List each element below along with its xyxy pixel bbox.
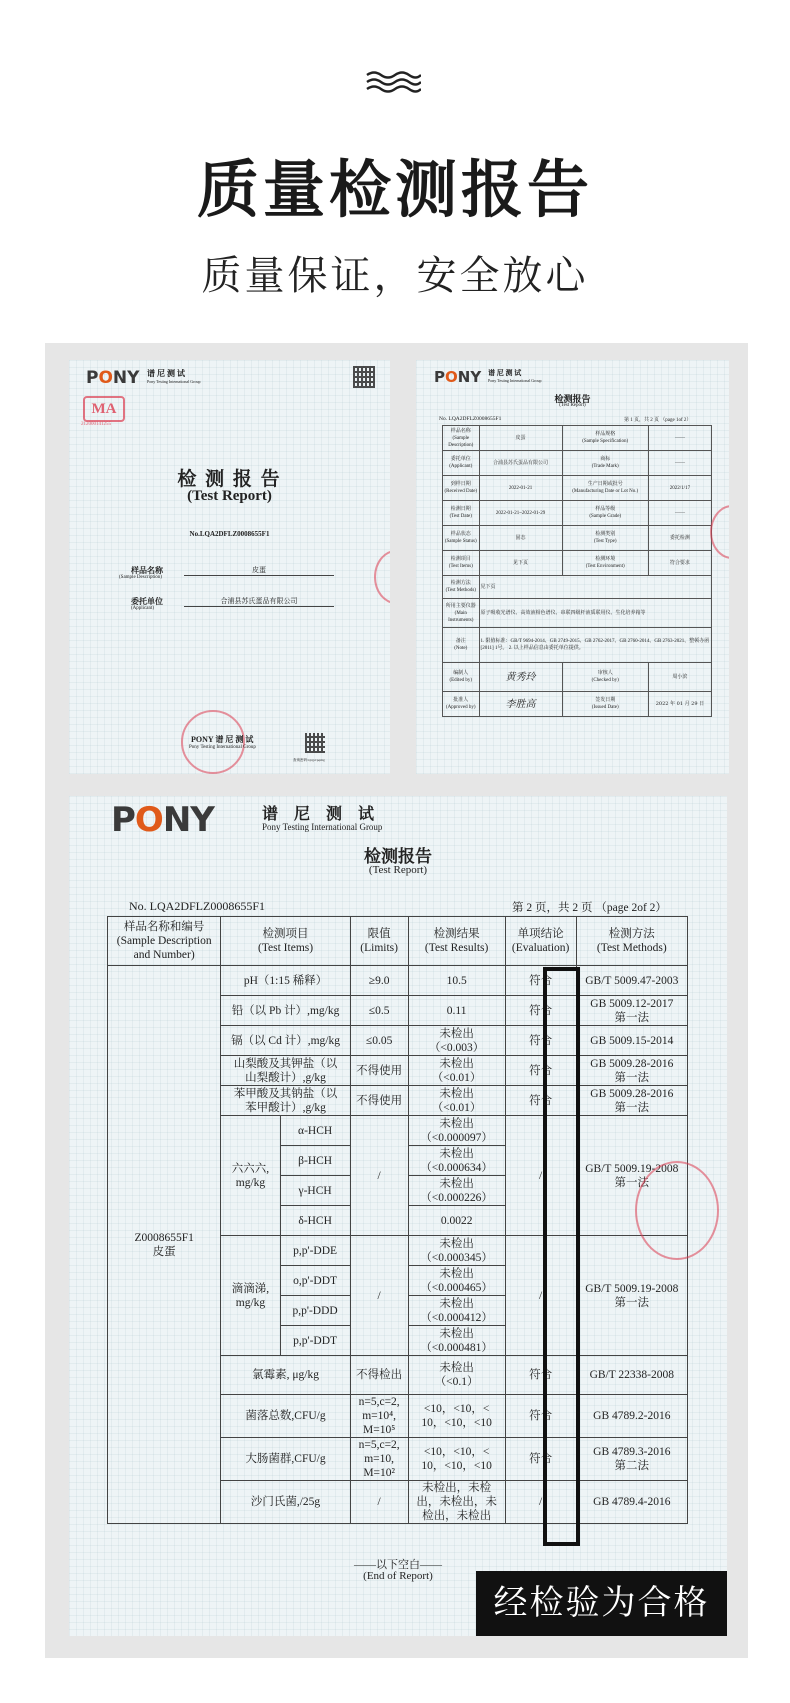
result-cell: <10，<10，< 10，<10，<10	[408, 1438, 505, 1481]
test-item: 大肠菌群,CFU/g	[221, 1438, 350, 1481]
result-cell: 未检出 （<0.000345）	[408, 1236, 505, 1266]
test-item: p,p'-DDT	[280, 1326, 350, 1356]
method-cell: GB/T 5009.19-2008 第一法	[576, 1116, 687, 1236]
result-cell: <10，<10，< 10，<10，<10	[408, 1395, 505, 1438]
limit-cell: ≤0.05	[350, 1026, 408, 1056]
signature: 黄秀玲	[479, 663, 562, 692]
result-cell: 未检出 （<0.01）	[408, 1086, 505, 1116]
qr-caption: 查询密码:xjcgcrpqmg	[293, 758, 325, 762]
test-item: 氯霉素, μg/kg	[221, 1356, 350, 1395]
result-cell: 未检出，未检 出，未检出，未 检出，未检出	[408, 1481, 505, 1524]
test-item: 山梨酸及其钾盐（以 山梨酸计）,g/kg	[221, 1056, 350, 1086]
applicant-value: 合浦县苏氏蛋品有限公司	[184, 596, 334, 607]
column-header: 检测方法 (Test Methods)	[576, 917, 687, 966]
method-cell: GB/T 22338-2008	[576, 1356, 687, 1395]
evaluation-cell: 符合	[505, 1026, 576, 1056]
test-item: pH（1:15 稀释）	[221, 966, 350, 996]
page2-title-en: (Test Report)	[368, 864, 428, 876]
pony-logo: PONY	[111, 800, 214, 840]
limit-cell: 不得使用	[350, 1086, 408, 1116]
result-cell: 未检出 （<0.003）	[408, 1026, 505, 1056]
brand-en: Pony Testing International Group	[488, 378, 542, 383]
table-cell: 1. 限值标准：GB/T 9694-2014、GB 2749-2015、GB 2762-2017、GB 2760-2014、GB 2763-2021、整顿办函 [2011] 1号。 2. 以上样品信息由委托单位提供。	[479, 628, 711, 663]
brand-en: Pony Testing International Group	[262, 822, 383, 832]
page2-title: 检测报告	[364, 847, 432, 866]
page-title: 质量检测报告	[196, 153, 593, 226]
method-cell: GB 5009.12-2017 第一法	[576, 996, 687, 1026]
table-cell: 生产日期或批号 (Manufacturing Date or Lot No.)	[562, 476, 648, 501]
evaluation-cell: 符合	[505, 1356, 576, 1395]
method-cell: GB 5009.28-2016 第一法	[576, 1086, 687, 1116]
table-cell: 样品名称 (Sample Description)	[443, 426, 480, 451]
test-item: o,p'-DDT	[280, 1266, 350, 1296]
table-cell: ——	[648, 501, 711, 526]
limit-cell: ≤0.5	[350, 996, 408, 1026]
test-item: 铅（以 Pb 计）,mg/kg	[221, 996, 350, 1026]
table-cell: 合浦县苏氏蛋品有限公司	[479, 451, 562, 476]
table-cell: 2022/1/17	[648, 476, 711, 501]
limit-cell: /	[350, 1481, 408, 1524]
report-page-2	[69, 796, 727, 1636]
test-item: 菌落总数,CFU/g	[221, 1395, 350, 1438]
result-cell: 未检出 （<0.000097）	[408, 1116, 505, 1146]
table-cell: 签发日期 (Issued Date)	[562, 692, 648, 717]
table-cell: ——	[648, 426, 711, 451]
brand-cn: 谱 尼 测 试	[262, 806, 381, 823]
table-cell: 检测项目 (Test Items)	[443, 551, 480, 576]
table-header-row	[108, 917, 688, 966]
sample-label-en: (Sample Description)	[119, 575, 162, 580]
table-row	[443, 451, 712, 476]
table-cell: 皮蛋	[479, 426, 562, 451]
sample-label: 样品名称	[131, 566, 163, 575]
table-cell: ——	[648, 451, 711, 476]
method-cell: GB 5009.28-2016 第一法	[576, 1056, 687, 1086]
evaluation-cell: /	[505, 1481, 576, 1524]
table-cell: 检测日期 (Test Date)	[443, 501, 480, 526]
column-header: 检测结果 (Test Results)	[408, 917, 505, 966]
limit-cell: ≥9.0	[350, 966, 408, 996]
limit-cell: /	[350, 1236, 408, 1356]
column-header: 单项结论 (Evaluation)	[505, 917, 576, 966]
report-cover-page	[69, 360, 390, 774]
table-cell: 所用主要仪器 (Main Instruments)	[443, 599, 480, 628]
result-cell: 未检出 （<0.000412）	[408, 1296, 505, 1326]
report-page-1	[416, 360, 729, 774]
result-cell: 未检出 （<0.000465）	[408, 1266, 505, 1296]
method-cell: GB/T 5009.19-2008 第一法	[576, 1236, 687, 1356]
test-item: 镉（以 Cd 计）,mg/kg	[221, 1026, 350, 1056]
info-table	[442, 425, 712, 717]
table-row	[443, 628, 712, 663]
issued-date: 2022 年 01 月 29 日	[648, 692, 711, 717]
evaluation-cell: 符合	[505, 1086, 576, 1116]
table-cell: 见下页	[479, 551, 562, 576]
table-row	[443, 476, 712, 501]
qr-code-icon	[305, 733, 325, 753]
applicant-label: 委托单位	[131, 597, 163, 606]
evaluation-cell: /	[505, 1236, 576, 1356]
table-row	[443, 426, 712, 451]
test-item: 沙门氏菌,/25g	[221, 1481, 350, 1524]
limit-cell: 不得检出	[350, 1356, 408, 1395]
table-cell: 样品状态 (Sample Status)	[443, 526, 480, 551]
evaluation-cell: 符合	[505, 1395, 576, 1438]
limit-cell: 不得使用	[350, 1056, 408, 1086]
side-stamp	[710, 505, 729, 559]
wave-icon	[365, 70, 421, 94]
result-cell: 未检出 （<0.000634）	[408, 1146, 505, 1176]
applicant-label-en: (Applicant)	[131, 606, 155, 611]
result-cell: 10.5	[408, 966, 505, 996]
table-cell: 检测类别 (Test Type)	[562, 526, 648, 551]
evaluation-highlight-box	[543, 967, 580, 1546]
qr-code-icon	[353, 366, 375, 388]
limit-cell: n=5,c=2, m=10, M=10²	[350, 1438, 408, 1481]
table-cell: 委托单位 (Applicant)	[443, 451, 480, 476]
table-row	[108, 966, 688, 996]
table-row	[443, 501, 712, 526]
page2-page-number: 第 2 页，共 2 页 （page 2of 2）	[512, 902, 667, 914]
limit-cell: /	[350, 1116, 408, 1236]
table-cell: 2022-01-21	[479, 476, 562, 501]
page1-title-en: (Test Report)	[559, 403, 586, 408]
evaluation-cell: 符合	[505, 996, 576, 1026]
table-cell: 批准人 (Approved by)	[443, 692, 480, 717]
table-cell: 到样日期 (Received Date)	[443, 476, 480, 501]
result-cell: 未检出 （<0.01）	[408, 1056, 505, 1086]
method-cell: GB/T 5009.47-2003	[576, 966, 687, 996]
test-item: δ-HCH	[280, 1206, 350, 1236]
test-item: 苯甲酸及其钠盐（以 苯甲酸计）,g/kg	[221, 1086, 350, 1116]
brand-cn: 谱 尼 测 试	[488, 369, 522, 377]
table-cell: 固态	[479, 526, 562, 551]
column-header: 样品名称和编号 (Sample Description and Number)	[108, 917, 221, 966]
page1-page-number: 第 1 页，共 2 页 （page 1of 2）	[624, 418, 692, 423]
test-item: γ-HCH	[280, 1176, 350, 1206]
cover-title-en: (Test Report)	[187, 488, 272, 504]
table-cell: 检测环境 (Test Environment)	[562, 551, 648, 576]
signature: 李胜高	[479, 692, 562, 717]
page-subtitle: 质量保证，安全放心	[201, 253, 589, 299]
method-cell: GB 5009.15-2014	[576, 1026, 687, 1056]
table-cell: 2022-01-21~2022-01-29	[479, 501, 562, 526]
evaluation-cell: 符合	[505, 1056, 576, 1086]
brand-cn: 谱 尼 测 试	[147, 369, 185, 378]
end-of-report-line: ——以下空白——	[354, 1559, 442, 1571]
table-cell: 符合要求	[648, 551, 711, 576]
cma-number: 212000141255	[81, 422, 111, 427]
result-cell: 0.11	[408, 996, 505, 1026]
footer-brand-en: Pony Testing International Group	[189, 745, 256, 750]
cover-title: 检 测 报 告	[177, 469, 282, 490]
signature: 周小滨	[648, 663, 711, 692]
table-cell: 样品等级 (Sample Grade)	[562, 501, 648, 526]
test-item: p,p'-DDE	[280, 1236, 350, 1266]
table-cell: 备注 (Note)	[443, 628, 480, 663]
sample-value: 皮蛋	[184, 565, 334, 576]
result-cell: 0.0022	[408, 1206, 505, 1236]
table-row	[443, 576, 712, 599]
table-cell: 原子吸收光谱仪、高效液相色谱仪、串联四级杆液质联用仪、生化培养箱等	[479, 599, 711, 628]
pony-logo: PONY	[434, 368, 482, 386]
result-cell: 未检出 （<0.1）	[408, 1356, 505, 1395]
sample-cell: Z0008655F1 皮蛋	[108, 966, 221, 1524]
table-row	[443, 692, 712, 717]
side-stamp	[374, 550, 390, 604]
group-cell: 滴滴涕, mg/kg	[221, 1236, 280, 1356]
footer-brand: PONY 谱 尼 测 试	[191, 735, 254, 744]
group-cell: 六六六, mg/kg	[221, 1116, 280, 1236]
method-cell: GB 4789.4-2016	[576, 1481, 687, 1524]
evaluation-cell: /	[505, 1116, 576, 1236]
table-row	[443, 599, 712, 628]
test-item: p,p'-DDD	[280, 1296, 350, 1326]
table-cell: 编制人 (Edited by)	[443, 663, 480, 692]
seal-stamp	[635, 1161, 719, 1260]
table-cell: 样品规格 (Sample Specification)	[562, 426, 648, 451]
table-cell: 委托检测	[648, 526, 711, 551]
method-cell: GB 4789.3-2016 第二法	[576, 1438, 687, 1481]
results-table	[107, 916, 688, 1524]
result-cell: 未检出 （<0.000481）	[408, 1326, 505, 1356]
evaluation-cell: 符合	[505, 1438, 576, 1481]
page1-title: 检测报告	[554, 394, 591, 404]
table-cell: 检测方法 (Test Methods)	[443, 576, 480, 599]
limit-cell: n=5,c=2, m=10⁴, M=10⁵	[350, 1395, 408, 1438]
table-row	[443, 526, 712, 551]
column-header: 限值 (Limits)	[350, 917, 408, 966]
table-row	[443, 663, 712, 692]
table-row	[443, 551, 712, 576]
result-cell: 未检出 （<0.000226）	[408, 1176, 505, 1206]
end-of-report-en: (End of Report)	[363, 1570, 433, 1582]
table-cell: 审核人 (Checked by)	[562, 663, 648, 692]
brand-en: Pony Testing International Group	[147, 379, 201, 384]
page1-report-no: No. LQA2DFLZ0008655F1	[439, 416, 502, 422]
test-item: α-HCH	[280, 1116, 350, 1146]
cover-report-no: No.LQA2DFLZ0008655F1	[189, 530, 270, 538]
column-header: 检测项目 (Test Items)	[221, 917, 350, 966]
pony-logo: PONY	[86, 368, 140, 388]
evaluation-cell: 符合	[505, 966, 576, 996]
cma-mark: MA	[83, 396, 125, 422]
qualified-badge: 经检验为合格	[476, 1571, 727, 1636]
table-cell: 商标 (Trade Mark)	[562, 451, 648, 476]
table-cell: 见下页	[479, 576, 711, 599]
test-item: β-HCH	[280, 1146, 350, 1176]
page2-report-no: No. LQA2DFLZ0008655F1	[129, 899, 266, 913]
method-cell: GB 4789.2-2016	[576, 1395, 687, 1438]
